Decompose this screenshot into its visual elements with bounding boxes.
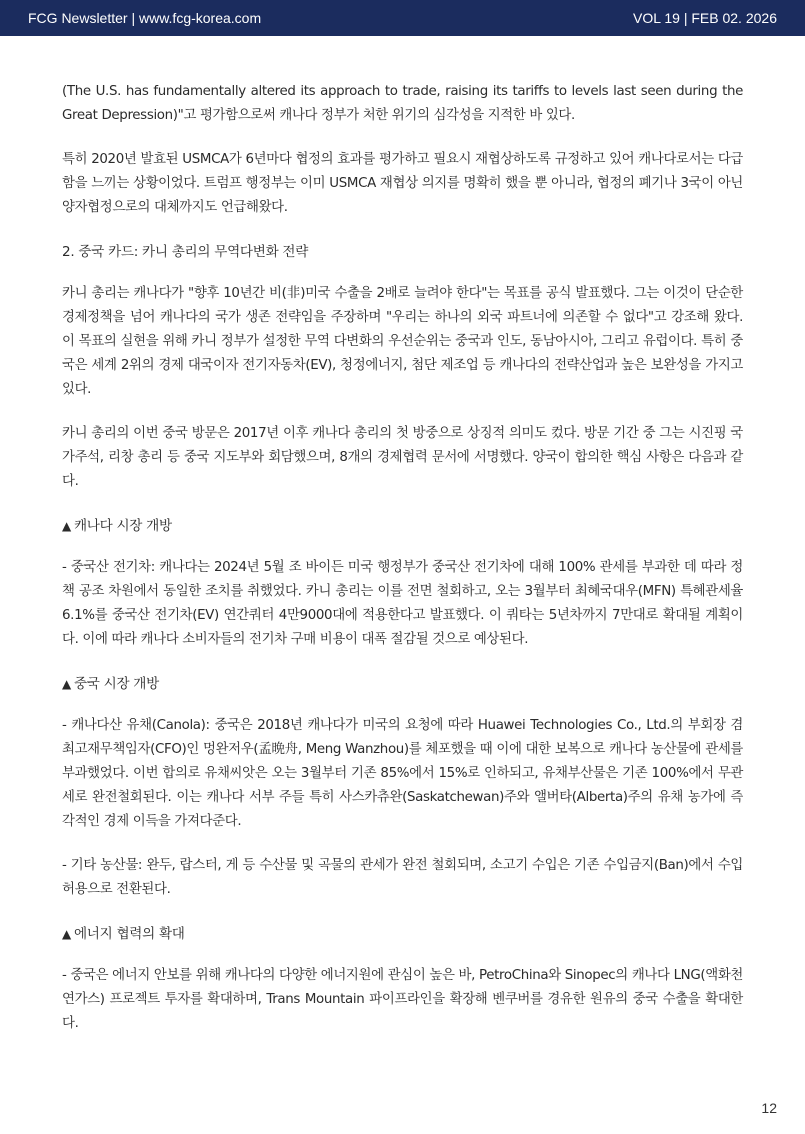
subheading-energy	[62, 922, 743, 946]
paragraph-quote-end: (The U.S. has fundamentally altered its approach to trade, raising its tariffs to levels last seen during the Great Depression)"고 평가함으로써 캐나다 정부가 처한 위기의 심각성을 지적한 바 있다.	[62, 84, 743, 123]
newsletter-header	[0, 0, 805, 36]
paragraph-visit: 카니 총리의 이번 중국 방문은 2017년 이후 캐나다 총리의 첫 방중으로 상징적 의미도 컸다. 방문 기간 중 그는 시진핑 국가주석, 리창 총리 등 중국 지도부와 회담했으며, 8개의 경제협력 문서에 서명했다. 양국이 합의한 핵심 사항은 다음과 같다.	[62, 426, 743, 489]
paragraph-energy: - 중국은 에너지 안보를 위해 캐나다의 다양한 에너지원에 관심이 높은 바, PetroChina와 Sinopec의 캐나다 LNG(액화천연가스) 프로젝트 투자를 확대하며, Trans Mountain 파이프라인을 확장해 벤쿠버를 경유한 원유의 중국 수출을 확대한다.	[62, 968, 743, 1031]
page-number: 12	[761, 1100, 777, 1116]
header-site-label: FCG Newsletter | www.fcg-korea.com	[28, 10, 262, 26]
paragraph-canola: - 캐나다산 유채(Canola): 중국은 2018년 캐나다가 미국의 요청에 따라 Huawei Technologies Co., Ltd.의 부회장 겸 최고재무책임자(CFO)인 멍완저우(孟晩舟, Meng Wanzhou)를 체포했을 때 이에 대한 보복으로 캐나다 농산물에 관세를 부과했었다. 이번 합의로 유채씨앗은 오는 3월부터 기존 85%에서 15%로 인하되고, 유채부산물은 기존 100%에서 무관세로 완전철회된다. 이는 캐나다 서부 주들 특히 사스카츄완(Saskatchewan)주와 앨버타(Alberta)주의 유채 농가에 즉각적인 경제 이득을 가져다준다.	[62, 718, 743, 829]
section-heading-china-card: 2. 중국 카드: 카니 총리의 무역다변화 전략	[62, 244, 309, 260]
subheading-canada-market	[62, 514, 743, 538]
subheading-label: 캐나다 시장 개방	[73, 518, 172, 534]
triangle-icon: ▲	[62, 677, 71, 691]
paragraph-ev: - 중국산 전기차: 캐나다는 2024년 5월 조 바이든 미국 행정부가 중국산 전기차에 대해 100% 관세를 부과한 데 따라 정책 공조 차원에서 동일한 조치를 취했었다. 카니 총리는 이를 전면 철회하고, 오는 3월부터 최혜국대우(MFN) 특혜관세율 6.1%를 중국산 전기차(EV) 연간쿼터 4만9000대에 적용한다고 발표했다. 이 쿼타는 5년차까지 7만대로 확대될 계획이다. 이에 따라 캐나다 소비자들의 전기차 구매 비용이 대폭 절감될 것으로 예상된다.	[62, 560, 743, 647]
paragraph-usmca: 특히 2020년 발효된 USMCA가 6년마다 협정의 효과를 평가하고 필요시 재협상하도록 규정하고 있어 캐나다로서는 다급함을 느끼는 상황이었다. 트럼프 행정부는 이미 USMCA 재협상 의지를 명확히 했을 뿐 아니라, 협정의 폐기나 3국이 아닌 양자협정으로의 대체까지도 언급해왔다.	[62, 152, 743, 215]
triangle-icon: ▲	[62, 519, 71, 533]
subheading-china-market	[62, 672, 743, 696]
triangle-icon: ▲	[62, 927, 71, 941]
subheading-label: 중국 시장 개방	[73, 676, 159, 692]
paragraph-other-agri: - 기타 농산물: 완두, 랍스터, 게 등 수산물 및 곡물의 관세가 완전 철회되며, 소고기 수입은 기존 수입금지(Ban)에서 수입 허용으로 전환된다.	[62, 858, 743, 897]
subheading-label: 에너지 협력의 확대	[73, 926, 185, 942]
article-body	[62, 80, 743, 1056]
header-issue-label: VOL 19 | FEB 02. 2026	[633, 10, 777, 26]
paragraph-diversification: 카니 총리는 캐나다가 "향후 10년간 비(非)미국 수출을 2배로 늘려야 한다"는 목표를 공식 발표했다. 그는 이것이 단순한 경제정책을 넘어 캐나다의 국가 생존 전략임을 주장하며 "우리는 하나의 외국 파트너에 의존할 수 없다"고 강조해 왔다. 이 목표의 실현을 위해 카니 정부가 설정한 무역 다변화의 우선순위는 중국과 인도, 동남아시아, 그리고 유럽이다. 특히 중국은 세계 2위의 경제 대국이자 전기자동차(EV), 청정에너지, 첨단 제조업 등 캐나다의 전략산업과 높은 보완성을 가지고 있다.	[62, 286, 743, 397]
